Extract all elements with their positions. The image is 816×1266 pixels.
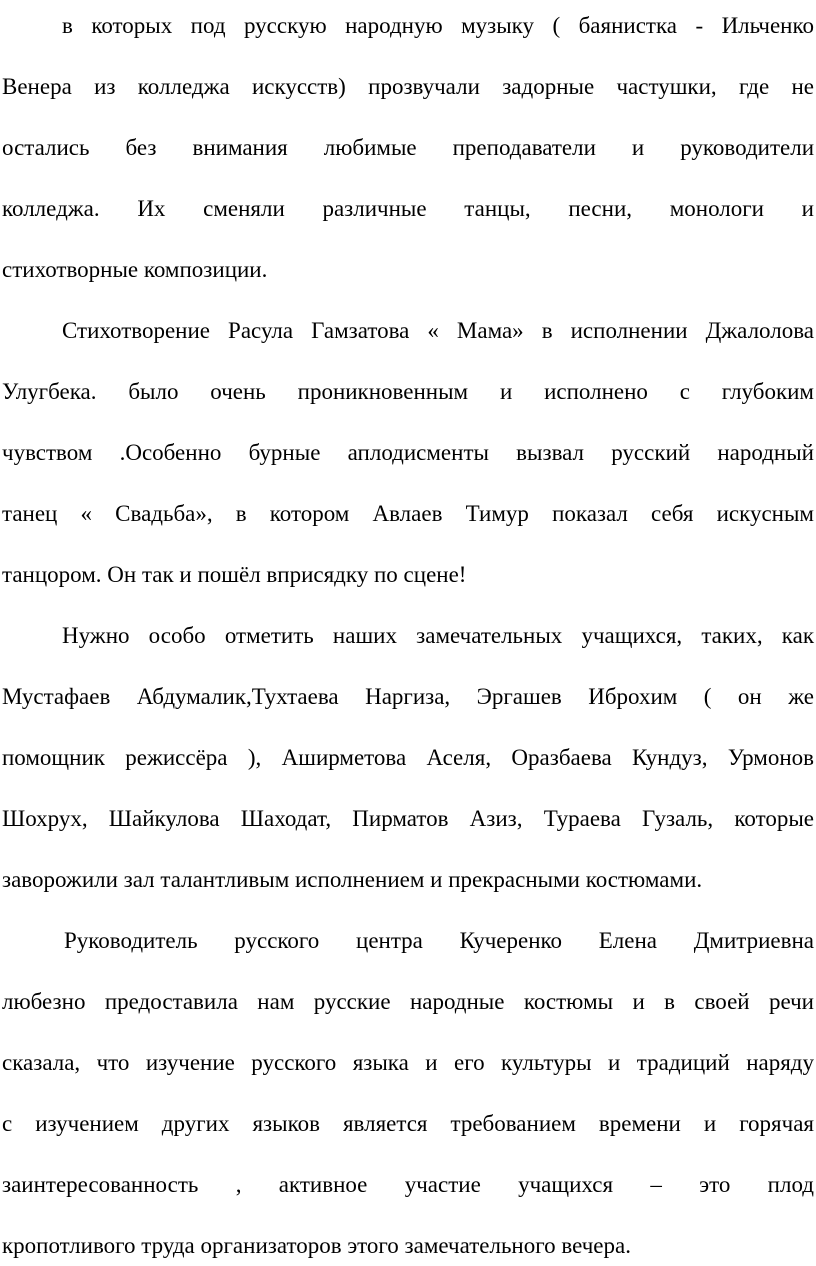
text-line: любезно предоставила нам русские народные костюмы и в своей речи — [2, 989, 814, 1014]
text-line: колледжа. Их сменяли различные танцы, песни, монологи и — [2, 196, 814, 221]
text-line: Нужно особо отметить наших замечательных учащихся, таких, как — [62, 623, 814, 648]
text-line: танцором. Он так и пошёл вприсядку по сцене! — [2, 562, 467, 587]
text-line: заворожили зал талантливым исполнением и прекрасными костюмами. — [2, 867, 703, 892]
text-line: Венера из колледжа искусств) прозвучали задорные частушки, где не — [2, 74, 814, 99]
text-line: остались без внимания любимые преподаватели и руководители — [2, 135, 814, 160]
text-line: Мустафаев Абдумалик,Тухтаева Наргиза, Эргашев Иброхим ( он же — [2, 684, 814, 709]
text-line: в которых под русскую народную музыку ( баянистка - Ильченко — [62, 13, 814, 38]
text-line: заинтересованность , активное участие учащихся – это плод — [2, 1172, 814, 1197]
text-line: кропотливого труда организаторов этого замечательного вечера. — [2, 1233, 631, 1258]
text-line: Стихотворение Расула Гамзатова « Мама» в исполнении Джалолова — [62, 318, 814, 343]
text-line: Руководитель русского центра Кучеренко Елена Дмитриевна — [64, 928, 814, 953]
text-line: танец « Свадьба», в котором Авлаев Тимур показал себя искусным — [2, 501, 814, 526]
text-line: стихотворные композиции. — [2, 257, 268, 282]
text-line: Улугбека. было очень проникновенным и исполнено с глубоким — [2, 379, 814, 404]
text-line: чувством .Особенно бурные аплодисменты вызвал русский народный — [2, 440, 814, 465]
text-line: помощник режиссёра ), Аширметова Аселя, Оразбаева Кундуз, Урмонов — [2, 745, 814, 770]
text-line: с изучением других языков является требованием времени и горячая — [2, 1111, 814, 1136]
text-line: Шохрух, Шайкулова Шаходат, Пирматов Азиз, Тураева Гузаль, которые — [2, 806, 814, 831]
text-line: сказала, что изучение русского языка и его культуры и традиций наряду — [2, 1050, 814, 1075]
